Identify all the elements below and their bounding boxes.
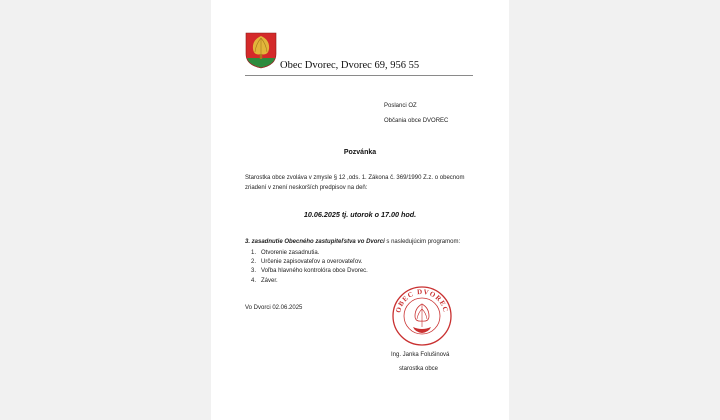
agenda-item-text: Voľba hlavného kontrolóra obce Dvorec.	[261, 268, 368, 275]
document-title: Pozvánka	[343, 149, 377, 156]
signatory-name: Ing. Janka Folušinová	[391, 352, 450, 358]
meeting-datetime: 10.06.2025 tj. utorok o 17.00 hod.	[303, 210, 417, 219]
official-stamp-icon	[391, 285, 453, 347]
header-divider	[245, 75, 473, 76]
coat-of-arms-icon	[245, 32, 277, 69]
agenda-intro	[245, 239, 460, 245]
agenda-item-number: 4.	[251, 277, 257, 284]
intro-line: zriadení v znení neskorších predpisov na deň:	[245, 185, 368, 191]
agenda-item-number: 1.	[251, 250, 257, 256]
signatory-title: starostka obce	[399, 366, 439, 372]
agenda-item-text: Záver.	[261, 277, 278, 284]
agenda-item-text: Otvorenie zasadnutia.	[261, 250, 320, 256]
agenda-item-number: 2.	[251, 259, 257, 266]
recipient-line: Poslanci OZ	[384, 103, 417, 109]
agenda-item	[251, 278, 368, 287]
agenda-item	[251, 259, 368, 268]
meeting-name: 3. zasadnutie Obecného zastupiteľstva vo Dvorci	[245, 239, 385, 245]
recipient-line: Občania obce DVOREC	[384, 118, 449, 124]
agenda-intro-rest: s nasledujúcim programom:	[384, 239, 461, 245]
svg-text:OBEC DVOREC: OBEC DVOREC	[394, 287, 450, 314]
intro-line: Starostka obce zvoláva v zmysle § 12 ,ods. 1. Zákona č. 369/1990 Z.z. o obecnom	[245, 175, 465, 181]
agenda-item-number: 3.	[251, 268, 257, 275]
municipality-header-title: Obec Dvorec, Dvorec 69, 956 55	[280, 60, 420, 71]
document-page	[211, 0, 509, 420]
agenda-item-text: Určenie zapisovateľov a overovateľov.	[261, 259, 363, 266]
agenda-item	[251, 250, 368, 259]
agenda-list	[251, 250, 368, 287]
agenda-item	[251, 268, 368, 277]
place-and-date: Vo Dvorci 02.06.2025	[245, 305, 303, 311]
